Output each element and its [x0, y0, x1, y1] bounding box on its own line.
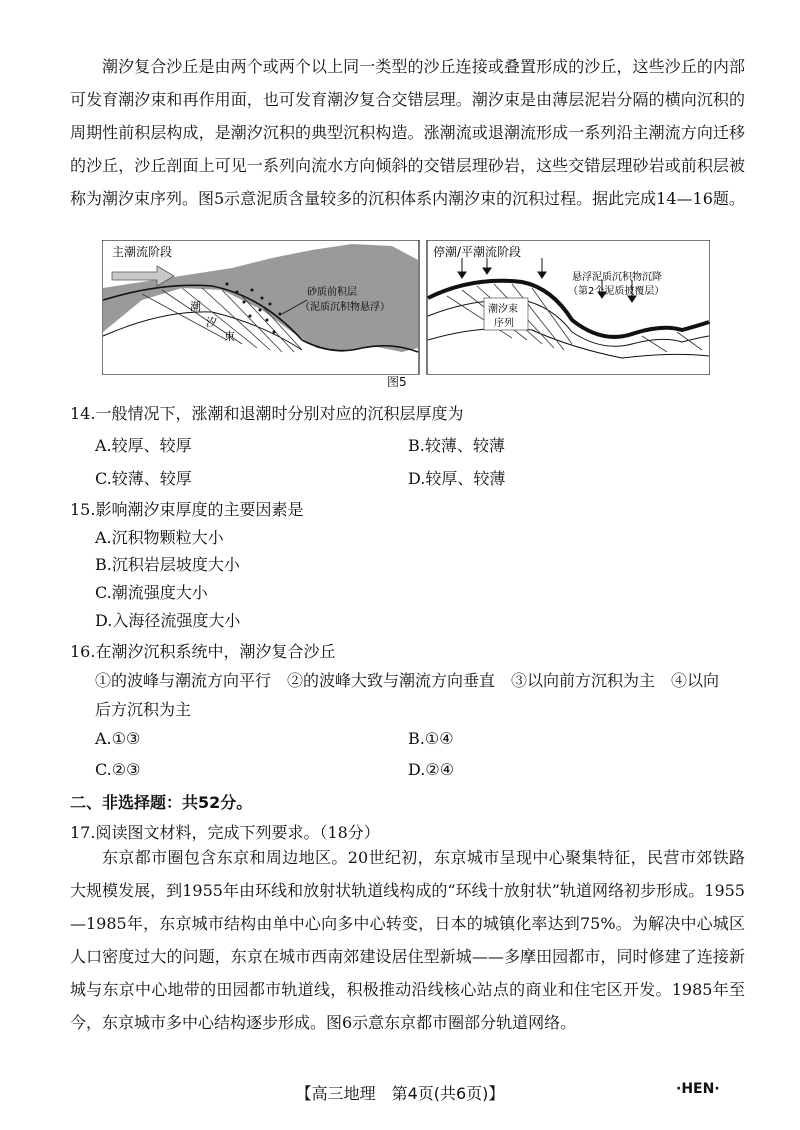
left-label-1: 砂质前积层 [307, 287, 357, 298]
q15-stem: 15.影响潮汐束厚度的主要因素是 [70, 500, 304, 519]
left-panel-title: 主潮流阶段 [112, 245, 173, 259]
q14-option-c[interactable]: C.较薄、较厚 [95, 469, 192, 488]
q16-option-c[interactable]: C.②③ [95, 760, 141, 779]
left-body-char-3: 束 [224, 330, 235, 343]
q17-stem: 17.阅读图文材料，完成下列要求。（18分） [70, 823, 380, 842]
q15-option-c[interactable]: C.潮流强度大小 [95, 583, 208, 602]
footer-mark: ·HEN· [676, 1081, 720, 1097]
left-body-char-1: 潮 [190, 300, 201, 313]
q17-material: 东京都市圈包含东京和周边地区。20世纪初，东京城市呈现中心聚集特征，民营市郊铁路大规模发展，到1955年由环线和放射状轨道线构成的“环线十放射状”轨道网络初步形成。1955—1985年，东京城市结构由单中心向多中心转变，日本的城镇化率达到75%。为解决中心城区人口密度过大的问题，东京在城市西南郊建设居住型新城——多摩田园都市，同时修建了连接新城与东京中心地带的田园都市轨道线，积极推动沿线核心站点的商业和住宅区开发。1985年至今，东京城市多中心结构逐步形成。图6示意东京都市圈部分轨道网络。 [70, 848, 745, 1032]
figure-caption: 图5 [387, 375, 407, 389]
figure-5 [102, 240, 710, 375]
right-panel-title: 停潮/平潮流阶段 [433, 245, 522, 259]
left-panel [102, 240, 419, 374]
figure-5-svg [102, 240, 710, 375]
page-footer: 【高三地理 第4页(共6页)】 [295, 1084, 505, 1103]
q16-stem: 16.在潮汐沉积系统中，潮汐复合沙丘 [70, 642, 336, 661]
q14-stem: 14.一般情况下，涨潮和退潮时分别对应的沉积层厚度为 [70, 404, 464, 423]
q14-option-a[interactable]: A.较厚、较厚 [95, 436, 192, 455]
q16-option-b[interactable]: B.①④ [408, 729, 454, 748]
section-2-heading: 二、非选择题：共52分。 [70, 793, 253, 812]
left-body-char-2: 汐 [206, 316, 217, 329]
q15-option-b[interactable]: B.沉积岩层坡度大小 [95, 555, 240, 574]
q16-option-d[interactable]: D.②④ [408, 760, 455, 779]
right-label-2: （第2个泥质披覆层） [568, 286, 665, 297]
q16-statements-line2: 后方沉积为主 [95, 700, 192, 719]
right-label-1: 悬浮泥质沉积物沉降 [572, 272, 662, 283]
q15-option-d[interactable]: D.入海径流强度大小 [95, 611, 241, 630]
right-panel [427, 240, 710, 374]
q16-option-a[interactable]: A.①③ [95, 729, 141, 748]
q14-option-b[interactable]: B.较薄、较薄 [408, 436, 505, 455]
right-body-2: 序列 [494, 318, 514, 329]
right-body-1: 潮汐束 [488, 304, 518, 315]
q14-option-d[interactable]: D.较厚、较薄 [408, 469, 506, 488]
q15-option-a[interactable]: A.沉积物颗粒大小 [95, 528, 224, 547]
left-label-2: （泥质沉积物悬浮） [300, 302, 390, 313]
q16-statements-line1: ①的波峰与潮流方向平行 ②的波峰大致与潮流方向垂直 ③以向前方沉积为主 ④以向 [95, 671, 720, 690]
intro-paragraph: 潮汐复合沙丘是由两个或两个以上同一类型的沙丘连接或叠置形成的沙丘，这些沙丘的内部可发育潮汐束和再作用面，也可发育潮汐复合交错层理。潮汐束是由薄层泥岩分隔的横向沉积的周期性前积层构成，是潮汐沉积的典型沉积构造。涨潮流或退潮流形成一系列沿主潮流方向迁移的沙丘，沙丘剖面上可见一系列向流水方向倾斜的交错层理砂岩，这些交错层理砂岩或前积层被称为潮汐束序列。图5示意泥质含量较多的沉积体系内潮汐束的沉积过程。据此完成14—16题。 [70, 57, 745, 208]
